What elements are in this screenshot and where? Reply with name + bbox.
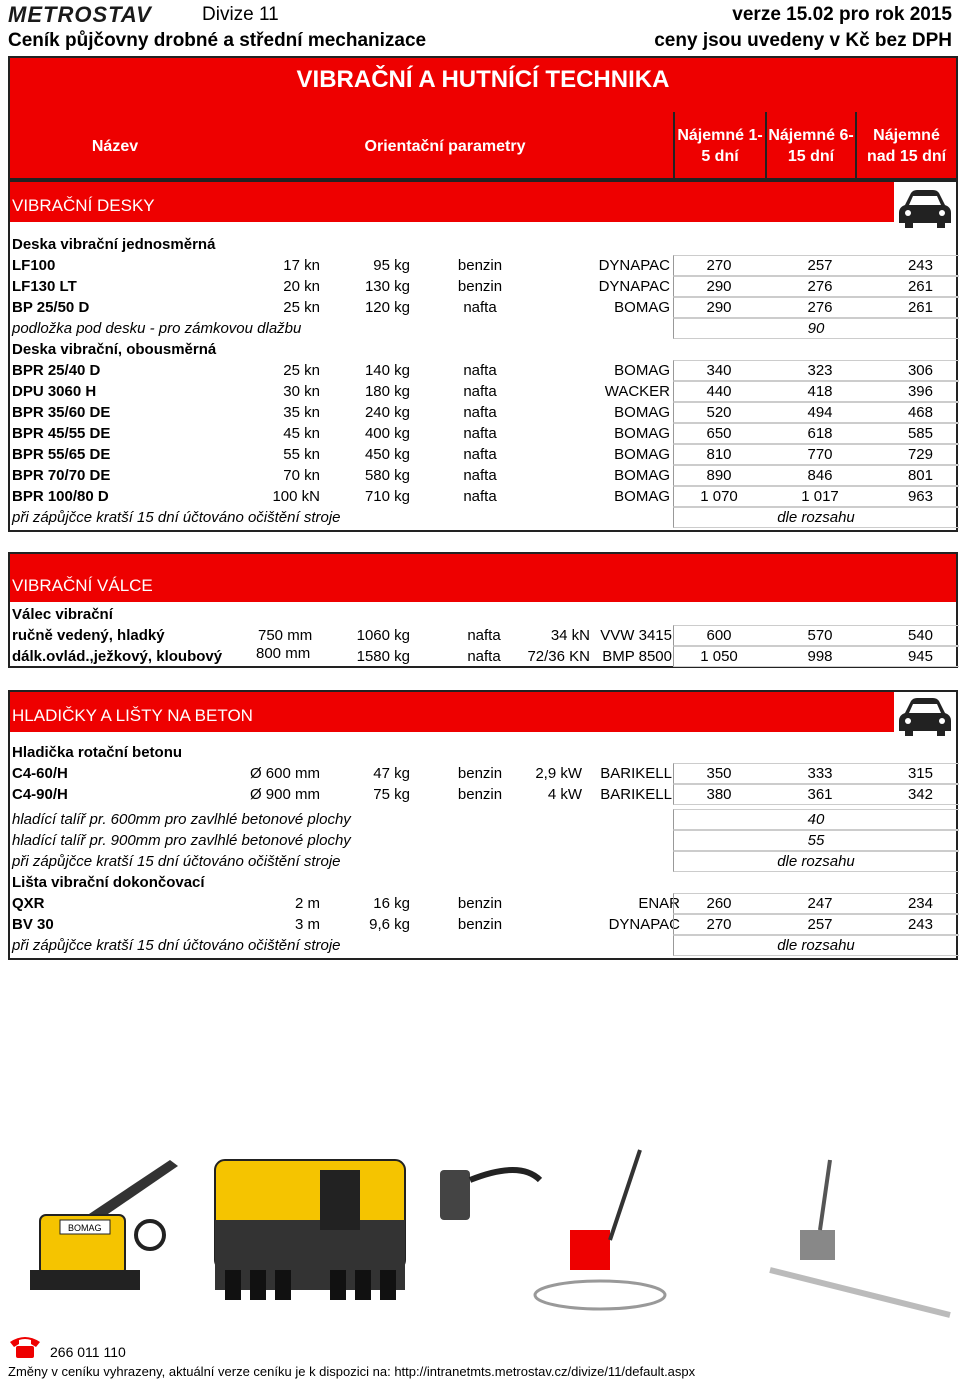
phone-icon [8,1334,42,1365]
product-photos [0,1120,960,1320]
table-row: DPU 3060 H 30 kn 180 kg nafta WACKER 440 418 396 [10,381,956,402]
table-row: BPR 70/70 DE 70 kn 580 kg nafta BOMAG 890 846 801 [10,465,956,486]
group-heading: Deska vibrační jednosměrná [12,236,216,253]
table-row: C4-90/H Ø 900 mm 75 kg benzin 4 kW BARIKELL 380 361 342 [10,784,956,805]
table-row: BPR 25/40 D 25 kn 140 kg nafta BOMAG 340 323 306 [10,360,956,381]
currency-note: ceny jsou uvedeny v Kč bez DPH [654,30,952,51]
column-header-block [8,56,958,180]
car-icon [894,182,956,234]
section-title: HLADIČKY A LIŠTY NA BETON [12,706,253,725]
section-header [10,182,956,222]
section-title: VIBRAČNÍ DESKY [12,196,155,215]
table-row: QXR 2 m 16 kg benzin ENAR 260 247 234 [10,893,956,914]
metrostav-logo: METROSTAV [8,2,152,27]
section-title: VIBRAČNÍ VÁLCE [12,576,153,595]
col-price-1-5: Nájemné 1-5 dní [673,112,765,180]
table-row: BPR 100/80 D 100 kN 710 kg nafta BOMAG 1 070 1 017 963 [10,486,956,507]
column-headers [10,112,956,180]
note-row: hladící talíř pr. 900mm pro zavlhlé betonové plochy 55 [10,830,956,851]
table-row: LF100 17 kn 95 kg benzin DYNAPAC 270 257 243 [10,255,956,276]
note-row: při zápůjčce kratší 15 dní účtováno očištění stroje dle rozsahu [10,507,956,528]
table-row: BPR 45/55 DE 45 kn 400 kg nafta BOMAG 650 618 585 [10,423,956,444]
col-name: Název [91,137,139,155]
section-vibration-rollers [8,552,958,668]
table-row: BPR 35/60 DE 35 kn 240 kg nafta BOMAG 520 494 468 [10,402,956,423]
plate-compactor-image [30,1160,178,1290]
trench-roller-image [215,1160,405,1300]
table-row: BP 25/50 D 25 kn 120 kg nafta BOMAG 290 276 261 [10,297,956,318]
col-params: Orientační parametry [364,137,526,155]
col-price-6-15: Nájemné 6-15 dní [765,112,855,180]
group-heading: Deska vibrační, obousměrná [12,341,217,358]
power-trowel-image [535,1150,665,1309]
section-header [10,692,956,732]
page-header [0,0,960,60]
section-concrete-floats [8,690,958,960]
table-row: dálk.ovlád.,ježkový, kloubový 800 mm 1580 kg nafta 72/36 KN BMP 8500 1 050 998 945 [10,646,956,667]
table-row: ručně vedený, hladký 750 mm 1060 kg nafta 34 kN VVW 3415 600 570 540 [10,625,956,646]
note-row: hladící talíř pr. 600mm pro zavlhlé betonové plochy 40 [10,809,956,830]
page-title: VIBRAČNÍ A HUTNÍCÍ TECHNIKA [296,66,670,93]
price-list-subtitle: Ceník půjčovny drobné a střední mechanizace [8,30,427,51]
footer-note: Změny v ceníku vyhrazeny, aktuální verze ceníku je k dispozici na: http://intranetmts.metrostav.cz/divize/11/default.aspx [8,1364,696,1379]
table-row: C4-60/H Ø 600 mm 47 kg benzin 2,9 kW BARIKELL 350 333 315 [10,763,956,784]
vibrating-screed-image [770,1160,950,1315]
group-heading: Válec vibrační [12,606,113,623]
table-row: BV 30 3 m 9,6 kg benzin DYNAPAC 270 257 243 [10,914,956,935]
svg-text:BOMAG: BOMAG [68,1223,102,1233]
group-heading: Lišta vibrační dokončovací [12,874,205,891]
note-row: při zápůjčce kratší 15 dní účtováno očištění stroje dle rozsahu [10,935,956,956]
note-row: při zápůjčce kratší 15 dní účtováno očištění stroje dle rozsahu [10,851,956,872]
col-price-over-15: Nájemné nad 15 dní [855,112,956,180]
version-label: verze 15.02 pro rok 2015 [732,4,952,25]
table-row: BPR 55/65 DE 55 kn 450 kg nafta BOMAG 810 770 729 [10,444,956,465]
section-vibration-plates [8,180,958,532]
footer-phone: 266 011 110 [50,1344,126,1360]
section-header [10,554,956,602]
car-icon [894,692,956,740]
table-row: LF130 LT 20 kn 130 kg benzin DYNAPAC 290 276 261 [10,276,956,297]
division-label: Divize 11 [202,4,279,25]
group-heading: Hladička rotační betonu [12,744,183,761]
note-row: podložka pod desku - pro zámkovou dlažbu 90 [10,318,956,339]
remote-control-image [440,1170,540,1220]
